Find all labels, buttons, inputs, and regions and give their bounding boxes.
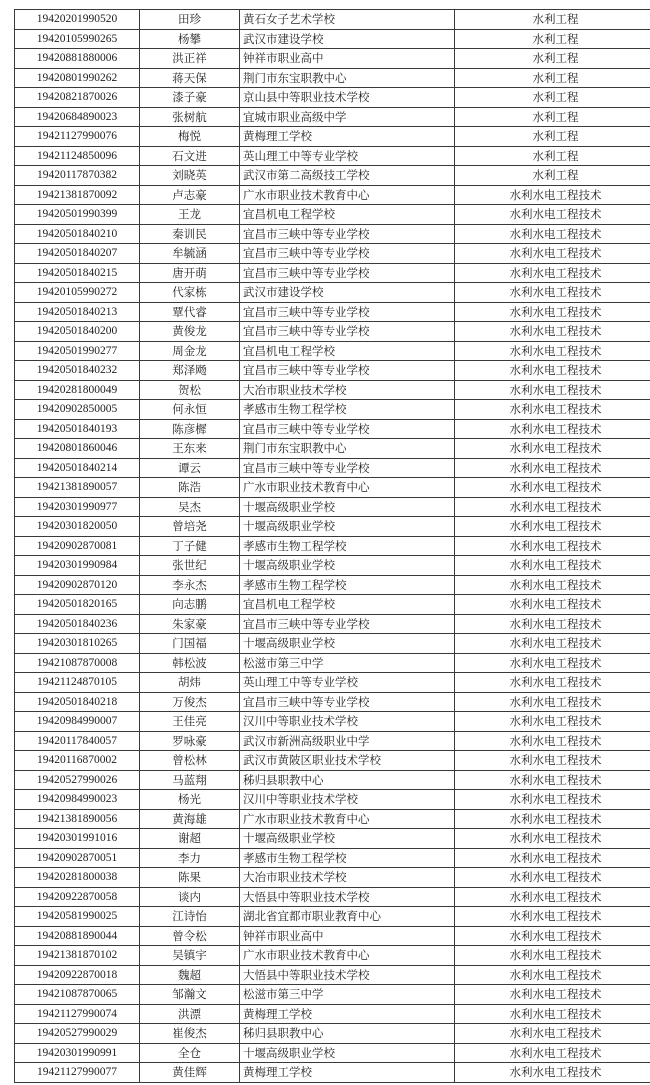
major-cell: 水利水电工程技术 xyxy=(455,887,650,907)
exam-number-cell: 19421127990077 xyxy=(15,1063,140,1083)
student-name-cell: 王佳亮 xyxy=(140,712,240,732)
exam-number-cell: 19420301820050 xyxy=(15,517,140,537)
major-cell: 水利工程 xyxy=(455,166,650,186)
student-name-cell: 唐开萌 xyxy=(140,263,240,283)
major-cell: 水利水电工程技术 xyxy=(455,322,650,342)
major-cell: 水利水电工程技术 xyxy=(455,224,650,244)
roster-body xyxy=(15,10,650,1083)
exam-number-cell: 19420105990265 xyxy=(15,29,140,49)
table-row xyxy=(15,907,650,927)
exam-number-cell: 19420301990984 xyxy=(15,556,140,576)
major-cell: 水利水电工程技术 xyxy=(455,926,650,946)
exam-number-cell: 19420501990277 xyxy=(15,341,140,361)
exam-number-cell: 19420201990520 xyxy=(15,10,140,30)
exam-number-cell: 19421127990076 xyxy=(15,127,140,147)
major-cell: 水利水电工程技术 xyxy=(455,907,650,927)
major-cell: 水利水电工程技术 xyxy=(455,185,650,205)
major-cell: 水利水电工程技术 xyxy=(455,380,650,400)
exam-number-cell: 19420922870018 xyxy=(15,965,140,985)
table-row xyxy=(15,107,650,127)
major-cell: 水利工程 xyxy=(455,68,650,88)
major-cell: 水利工程 xyxy=(455,88,650,108)
table-row xyxy=(15,692,650,712)
table-row xyxy=(15,458,650,478)
table-row xyxy=(15,88,650,108)
exam-number-cell: 19420801990262 xyxy=(15,68,140,88)
major-cell: 水利工程 xyxy=(455,107,650,127)
school-name-cell: 宜昌市三峡中等专业学校 xyxy=(240,322,455,342)
exam-number-cell: 19421124850096 xyxy=(15,146,140,166)
school-name-cell: 十堰高级职业学校 xyxy=(240,1043,455,1063)
exam-number-cell: 19420501840214 xyxy=(15,458,140,478)
school-name-cell: 京山县中等职业技术学校 xyxy=(240,88,455,108)
student-name-cell: 谭云 xyxy=(140,458,240,478)
student-name-cell: 张世纪 xyxy=(140,556,240,576)
school-name-cell: 宜昌市三峡中等专业学校 xyxy=(240,244,455,264)
student-name-cell: 何永恒 xyxy=(140,400,240,420)
school-name-cell: 宜昌市三峡中等专业学校 xyxy=(240,263,455,283)
exam-number-cell: 19420501840193 xyxy=(15,419,140,439)
exam-number-cell: 19421087870008 xyxy=(15,653,140,673)
exam-number-cell: 19420116870002 xyxy=(15,751,140,771)
student-name-cell: 丁子健 xyxy=(140,536,240,556)
exam-number-cell: 19420527990026 xyxy=(15,770,140,790)
school-name-cell: 黄石女子艺术学校 xyxy=(240,10,455,30)
exam-number-cell: 19420281800049 xyxy=(15,380,140,400)
school-name-cell: 孝感市生物工程学校 xyxy=(240,575,455,595)
student-name-cell: 万俊杰 xyxy=(140,692,240,712)
student-name-cell: 曾培尧 xyxy=(140,517,240,537)
exam-number-cell: 19421381890056 xyxy=(15,809,140,829)
table-row xyxy=(15,439,650,459)
table-row xyxy=(15,1063,650,1083)
school-name-cell: 孝感市生物工程学校 xyxy=(240,848,455,868)
table-row xyxy=(15,380,650,400)
school-name-cell: 宜昌机电工程学校 xyxy=(240,595,455,615)
major-cell: 水利水电工程技术 xyxy=(455,809,650,829)
major-cell: 水利水电工程技术 xyxy=(455,400,650,420)
table-row xyxy=(15,965,650,985)
school-name-cell: 黄梅理工学校 xyxy=(240,127,455,147)
school-name-cell: 宜城市职业高级中学 xyxy=(240,107,455,127)
school-name-cell: 孝感市生物工程学校 xyxy=(240,400,455,420)
school-name-cell: 汉川中等职业技术学校 xyxy=(240,790,455,810)
table-row xyxy=(15,790,650,810)
student-name-cell: 蒋天保 xyxy=(140,68,240,88)
exam-number-cell: 19420902870120 xyxy=(15,575,140,595)
major-cell: 水利水电工程技术 xyxy=(455,478,650,498)
major-cell: 水利水电工程技术 xyxy=(455,205,650,225)
student-name-cell: 魏超 xyxy=(140,965,240,985)
student-name-cell: 曾令松 xyxy=(140,926,240,946)
major-cell: 水利水电工程技术 xyxy=(455,1063,650,1083)
major-cell: 水利水电工程技术 xyxy=(455,946,650,966)
exam-number-cell: 19420301810265 xyxy=(15,634,140,654)
student-name-cell: 田珍 xyxy=(140,10,240,30)
table-row xyxy=(15,1004,650,1024)
student-name-cell: 刘晓英 xyxy=(140,166,240,186)
exam-number-cell: 19420984990023 xyxy=(15,790,140,810)
school-name-cell: 英山理工中等专业学校 xyxy=(240,146,455,166)
school-name-cell: 大悟县中等职业技术学校 xyxy=(240,965,455,985)
student-name-cell: 杨攀 xyxy=(140,29,240,49)
school-name-cell: 十堰高级职业学校 xyxy=(240,497,455,517)
table-row xyxy=(15,887,650,907)
student-name-cell: 全仓 xyxy=(140,1043,240,1063)
school-name-cell: 宜昌市三峡中等专业学校 xyxy=(240,458,455,478)
exam-number-cell: 19420501840213 xyxy=(15,302,140,322)
school-name-cell: 大冶市职业技术学校 xyxy=(240,380,455,400)
student-name-cell: 石文进 xyxy=(140,146,240,166)
table-row xyxy=(15,673,650,693)
major-cell: 水利水电工程技术 xyxy=(455,283,650,303)
table-row xyxy=(15,205,650,225)
school-name-cell: 湖北省宜都市职业教育中心 xyxy=(240,907,455,927)
school-name-cell: 武汉市黄陂区职业技术学校 xyxy=(240,751,455,771)
student-name-cell: 向志鹏 xyxy=(140,595,240,615)
major-cell: 水利工程 xyxy=(455,146,650,166)
student-roster-table xyxy=(14,9,650,1083)
student-name-cell: 曾松林 xyxy=(140,751,240,771)
school-name-cell: 广水市职业技术教育中心 xyxy=(240,185,455,205)
table-row xyxy=(15,68,650,88)
major-cell: 水利水电工程技术 xyxy=(455,1004,650,1024)
table-row xyxy=(15,770,650,790)
major-cell: 水利水电工程技术 xyxy=(455,497,650,517)
major-cell: 水利水电工程技术 xyxy=(455,614,650,634)
major-cell: 水利工程 xyxy=(455,127,650,147)
school-name-cell: 武汉市建设学校 xyxy=(240,29,455,49)
exam-number-cell: 19420922870058 xyxy=(15,887,140,907)
student-name-cell: 谈内 xyxy=(140,887,240,907)
student-name-cell: 朱家豪 xyxy=(140,614,240,634)
major-cell: 水利水电工程技术 xyxy=(455,770,650,790)
school-name-cell: 宜昌市三峡中等专业学校 xyxy=(240,224,455,244)
table-row xyxy=(15,263,650,283)
exam-number-cell: 19420581990025 xyxy=(15,907,140,927)
major-cell: 水利水电工程技术 xyxy=(455,1024,650,1044)
student-name-cell: 谢超 xyxy=(140,829,240,849)
student-name-cell: 牟毓涵 xyxy=(140,244,240,264)
exam-number-cell: 19420501840210 xyxy=(15,224,140,244)
exam-number-cell: 19420501840215 xyxy=(15,263,140,283)
school-name-cell: 秭归县职教中心 xyxy=(240,770,455,790)
major-cell: 水利水电工程技术 xyxy=(455,536,650,556)
school-name-cell: 十堰高级职业学校 xyxy=(240,634,455,654)
student-name-cell: 邹瀚文 xyxy=(140,985,240,1005)
table-row xyxy=(15,517,650,537)
table-row xyxy=(15,400,650,420)
exam-number-cell: 19421381870092 xyxy=(15,185,140,205)
student-name-cell: 代家栋 xyxy=(140,283,240,303)
major-cell: 水利工程 xyxy=(455,10,650,30)
table-row xyxy=(15,556,650,576)
major-cell: 水利水电工程技术 xyxy=(455,692,650,712)
table-row xyxy=(15,322,650,342)
student-name-cell: 马蓝翔 xyxy=(140,770,240,790)
table-row xyxy=(15,751,650,771)
major-cell: 水利水电工程技术 xyxy=(455,848,650,868)
school-name-cell: 宜昌市三峡中等专业学校 xyxy=(240,419,455,439)
table-row xyxy=(15,49,650,69)
school-name-cell: 宜昌市三峡中等专业学校 xyxy=(240,692,455,712)
table-row xyxy=(15,653,650,673)
student-name-cell: 张树航 xyxy=(140,107,240,127)
major-cell: 水利水电工程技术 xyxy=(455,731,650,751)
exam-number-cell: 19420902870051 xyxy=(15,848,140,868)
school-name-cell: 松滋市第三中学 xyxy=(240,653,455,673)
major-cell: 水利水电工程技术 xyxy=(455,751,650,771)
student-name-cell: 周金龙 xyxy=(140,341,240,361)
table-row xyxy=(15,1043,650,1063)
major-cell: 水利水电工程技术 xyxy=(455,244,650,264)
table-row xyxy=(15,302,650,322)
exam-number-cell: 19420501990399 xyxy=(15,205,140,225)
major-cell: 水利工程 xyxy=(455,49,650,69)
student-name-cell: 洪正祥 xyxy=(140,49,240,69)
school-name-cell: 宜昌机电工程学校 xyxy=(240,205,455,225)
student-name-cell: 黄佳辉 xyxy=(140,1063,240,1083)
exam-number-cell: 19420501840218 xyxy=(15,692,140,712)
student-name-cell: 郑泽飏 xyxy=(140,361,240,381)
school-name-cell: 黄梅理工学校 xyxy=(240,1004,455,1024)
major-cell: 水利水电工程技术 xyxy=(455,673,650,693)
student-name-cell: 李永杰 xyxy=(140,575,240,595)
school-name-cell: 汉川中等职业技术学校 xyxy=(240,712,455,732)
school-name-cell: 十堰高级职业学校 xyxy=(240,517,455,537)
major-cell: 水利水电工程技术 xyxy=(455,985,650,1005)
major-cell: 水利水电工程技术 xyxy=(455,361,650,381)
table-row xyxy=(15,146,650,166)
table-row xyxy=(15,809,650,829)
student-name-cell: 黄俊龙 xyxy=(140,322,240,342)
student-name-cell: 卢志豪 xyxy=(140,185,240,205)
exam-number-cell: 19420984990007 xyxy=(15,712,140,732)
table-row xyxy=(15,478,650,498)
major-cell: 水利水电工程技术 xyxy=(455,419,650,439)
table-row xyxy=(15,575,650,595)
exam-number-cell: 19421381870102 xyxy=(15,946,140,966)
table-row xyxy=(15,244,650,264)
table-row xyxy=(15,536,650,556)
table-row xyxy=(15,926,650,946)
exam-number-cell: 19420301990977 xyxy=(15,497,140,517)
student-name-cell: 黄海雄 xyxy=(140,809,240,829)
exam-number-cell: 19420501840200 xyxy=(15,322,140,342)
school-name-cell: 武汉市建设学校 xyxy=(240,283,455,303)
exam-number-cell: 19421087870065 xyxy=(15,985,140,1005)
table-row xyxy=(15,1024,650,1044)
table-row xyxy=(15,341,650,361)
school-name-cell: 十堰高级职业学校 xyxy=(240,829,455,849)
exam-number-cell: 19420881880006 xyxy=(15,49,140,69)
exam-number-cell: 19420902870081 xyxy=(15,536,140,556)
exam-number-cell: 19420881890044 xyxy=(15,926,140,946)
school-name-cell: 黄梅理工学校 xyxy=(240,1063,455,1083)
table-row xyxy=(15,29,650,49)
major-cell: 水利水电工程技术 xyxy=(455,829,650,849)
student-name-cell: 门国福 xyxy=(140,634,240,654)
table-row xyxy=(15,946,650,966)
table-row xyxy=(15,283,650,303)
school-name-cell: 大悟县中等职业技术学校 xyxy=(240,887,455,907)
exam-number-cell: 19420501820165 xyxy=(15,595,140,615)
table-row xyxy=(15,712,650,732)
student-name-cell: 陈果 xyxy=(140,868,240,888)
table-row xyxy=(15,127,650,147)
school-name-cell: 宜昌市三峡中等专业学校 xyxy=(240,614,455,634)
student-name-cell: 李力 xyxy=(140,848,240,868)
student-name-cell: 吴镇宇 xyxy=(140,946,240,966)
school-name-cell: 钟祥市职业高中 xyxy=(240,926,455,946)
major-cell: 水利水电工程技术 xyxy=(455,263,650,283)
exam-number-cell: 19420801860046 xyxy=(15,439,140,459)
major-cell: 水利水电工程技术 xyxy=(455,965,650,985)
student-name-cell: 秦训民 xyxy=(140,224,240,244)
student-name-cell: 贺松 xyxy=(140,380,240,400)
table-row xyxy=(15,224,650,244)
major-cell: 水利水电工程技术 xyxy=(455,341,650,361)
exam-number-cell: 19420527990029 xyxy=(15,1024,140,1044)
table-row xyxy=(15,166,650,186)
school-name-cell: 宜昌机电工程学校 xyxy=(240,341,455,361)
student-name-cell: 杨光 xyxy=(140,790,240,810)
school-name-cell: 孝感市生物工程学校 xyxy=(240,536,455,556)
major-cell: 水利水电工程技术 xyxy=(455,712,650,732)
major-cell: 水利工程 xyxy=(455,29,650,49)
exam-number-cell: 19420105990272 xyxy=(15,283,140,303)
major-cell: 水利水电工程技术 xyxy=(455,458,650,478)
student-name-cell: 胡炜 xyxy=(140,673,240,693)
table-row xyxy=(15,185,650,205)
student-name-cell: 韩松波 xyxy=(140,653,240,673)
exam-number-cell: 19420301990991 xyxy=(15,1043,140,1063)
exam-number-cell: 19421381890057 xyxy=(15,478,140,498)
school-name-cell: 荆门市东宝职教中心 xyxy=(240,68,455,88)
exam-number-cell: 19420117840057 xyxy=(15,731,140,751)
table-row xyxy=(15,634,650,654)
table-row xyxy=(15,731,650,751)
student-name-cell: 罗咏豪 xyxy=(140,731,240,751)
school-name-cell: 英山理工中等专业学校 xyxy=(240,673,455,693)
school-name-cell: 广水市职业技术教育中心 xyxy=(240,946,455,966)
student-name-cell: 陈彦樨 xyxy=(140,419,240,439)
table-row xyxy=(15,361,650,381)
exam-number-cell: 19420117870382 xyxy=(15,166,140,186)
school-name-cell: 武汉市第二高级技工学校 xyxy=(240,166,455,186)
student-name-cell: 覃代睿 xyxy=(140,302,240,322)
school-name-cell: 钟祥市职业高中 xyxy=(240,49,455,69)
major-cell: 水利水电工程技术 xyxy=(455,790,650,810)
table-row xyxy=(15,419,650,439)
major-cell: 水利水电工程技术 xyxy=(455,517,650,537)
exam-number-cell: 19420501840232 xyxy=(15,361,140,381)
table-row xyxy=(15,848,650,868)
major-cell: 水利水电工程技术 xyxy=(455,439,650,459)
school-name-cell: 秭归县职教中心 xyxy=(240,1024,455,1044)
exam-number-cell: 19420821870026 xyxy=(15,88,140,108)
major-cell: 水利水电工程技术 xyxy=(455,1043,650,1063)
student-name-cell: 陈浩 xyxy=(140,478,240,498)
exam-number-cell: 19420301991016 xyxy=(15,829,140,849)
exam-number-cell: 19420902850005 xyxy=(15,400,140,420)
major-cell: 水利水电工程技术 xyxy=(455,634,650,654)
student-name-cell: 王东来 xyxy=(140,439,240,459)
student-name-cell: 江诗怡 xyxy=(140,907,240,927)
exam-number-cell: 19421124870105 xyxy=(15,673,140,693)
table-row xyxy=(15,497,650,517)
school-name-cell: 广水市职业技术教育中心 xyxy=(240,809,455,829)
major-cell: 水利水电工程技术 xyxy=(455,575,650,595)
major-cell: 水利水电工程技术 xyxy=(455,868,650,888)
table-row xyxy=(15,614,650,634)
school-name-cell: 荆门市东宝职教中心 xyxy=(240,439,455,459)
major-cell: 水利水电工程技术 xyxy=(455,302,650,322)
table-row xyxy=(15,595,650,615)
major-cell: 水利水电工程技术 xyxy=(455,653,650,673)
student-name-cell: 洪漂 xyxy=(140,1004,240,1024)
exam-number-cell: 19420501840207 xyxy=(15,244,140,264)
exam-number-cell: 19420501840236 xyxy=(15,614,140,634)
school-name-cell: 宜昌市三峡中等专业学校 xyxy=(240,302,455,322)
exam-number-cell: 19421127990074 xyxy=(15,1004,140,1024)
student-name-cell: 崔俊杰 xyxy=(140,1024,240,1044)
school-name-cell: 大冶市职业技术学校 xyxy=(240,868,455,888)
school-name-cell: 松滋市第三中学 xyxy=(240,985,455,1005)
exam-number-cell: 19420281800038 xyxy=(15,868,140,888)
table-row xyxy=(15,868,650,888)
school-name-cell: 十堰高级职业学校 xyxy=(240,556,455,576)
major-cell: 水利水电工程技术 xyxy=(455,556,650,576)
student-name-cell: 漆子豪 xyxy=(140,88,240,108)
student-name-cell: 吴杰 xyxy=(140,497,240,517)
major-cell: 水利水电工程技术 xyxy=(455,595,650,615)
table-row xyxy=(15,985,650,1005)
school-name-cell: 武汉市新洲高级职业中学 xyxy=(240,731,455,751)
exam-number-cell: 19420684890023 xyxy=(15,107,140,127)
school-name-cell: 宜昌市三峡中等专业学校 xyxy=(240,361,455,381)
table-row xyxy=(15,10,650,30)
student-name-cell: 王龙 xyxy=(140,205,240,225)
student-name-cell: 梅悦 xyxy=(140,127,240,147)
table-row xyxy=(15,829,650,849)
school-name-cell: 广水市职业技术教育中心 xyxy=(240,478,455,498)
